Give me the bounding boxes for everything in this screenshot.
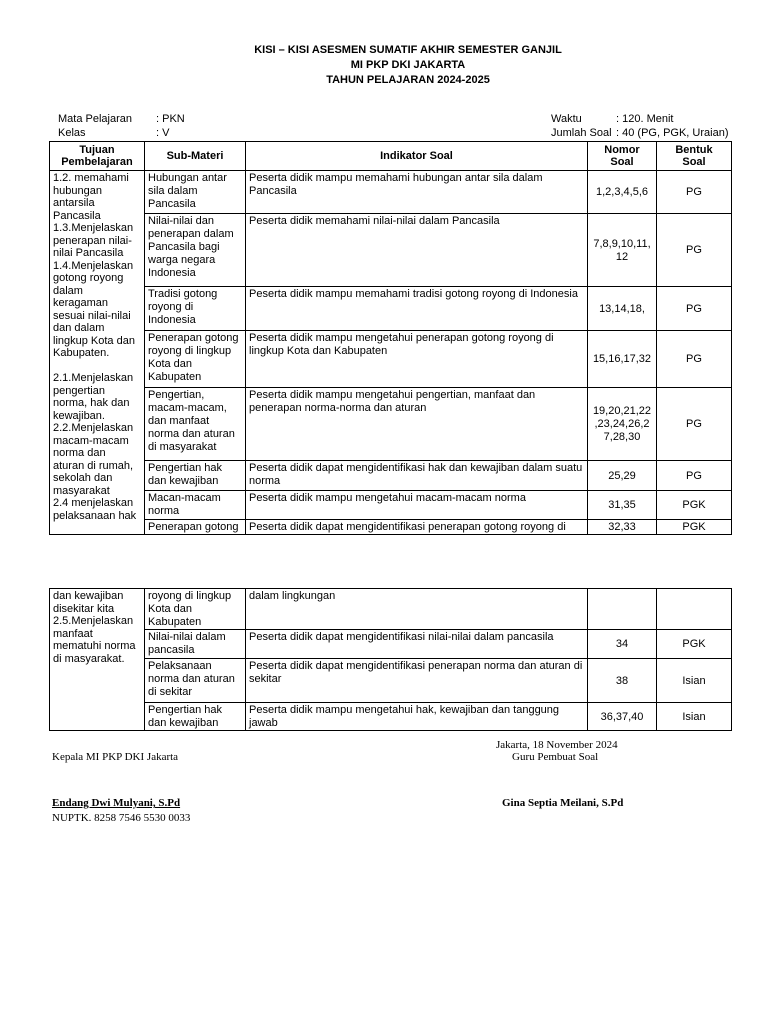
nomor-cell: 38	[588, 659, 657, 703]
bentuk-cell: PGK	[657, 520, 732, 535]
bentuk-cell	[657, 589, 732, 630]
header-indikator: Indikator Soal	[246, 142, 588, 171]
indikator-cell: Peserta didik mampu mengetahui macam-macam norma	[246, 491, 588, 520]
bentuk-cell: PG	[657, 171, 732, 214]
guru-title: Guru Pembuat Soal	[512, 751, 599, 763]
bentuk-cell: Isian	[657, 659, 732, 703]
nomor-cell: 34	[588, 630, 657, 659]
indikator-cell: Peserta didik dapat mengidentifikasi penerapan norma dan aturan di sekitar	[246, 659, 588, 703]
mapel-label: Mata Pelajaran	[58, 113, 132, 125]
nomor-cell: 7,8,9,10,11, 12	[588, 214, 657, 287]
sub-materi-cell: Penerapan gotong royong di lingkup Kota dan Kabupaten	[145, 331, 246, 388]
nomor-cell: 32,33	[588, 520, 657, 535]
indikator-cell: Peserta didik memahami nilai-nilai dalam Pancasila	[246, 214, 588, 287]
place-date: Jakarta, 18 November 2024	[496, 739, 618, 751]
sub-materi-cell: Hubungan antar sila dalam Pancasila	[145, 171, 246, 214]
indikator-cell: Peserta didik mampu memahami hubungan antar sila dalam Pancasila	[246, 171, 588, 214]
kisi-table-page1	[49, 141, 732, 535]
header-nomor: Nomor Soal	[588, 142, 657, 171]
header-bentuk: Bentuk Soal	[657, 142, 732, 171]
sub-materi-cell: Tradisi gotong royong di Indonesia	[145, 287, 246, 331]
sub-materi-cell: Nilai-nilai dalam pancasila	[145, 630, 246, 659]
guru-name: Gina Septia Meilani, S.Pd	[502, 797, 624, 809]
sub-materi-cell: Pengertian hak dan kewajiban	[145, 703, 246, 731]
bentuk-cell: Isian	[657, 703, 732, 731]
indikator-cell: Peserta didik mampu memahami tradisi gotong royong di Indonesia	[246, 287, 588, 331]
indikator-cell: Peserta didik dapat mengidentifikasi penerapan gotong royong di	[246, 520, 588, 535]
kepala-name: Endang Dwi Mulyani, S.Pd	[52, 797, 181, 809]
jumlah-label: Jumlah Soal	[551, 127, 612, 139]
indikator-cell: dalam lingkungan	[246, 589, 588, 630]
sub-materi-cell: Pengertian, macam-macam, dan manfaat norma dan aturan di masyarakat	[145, 388, 246, 461]
sub-materi-cell: Macan-macam norma	[145, 491, 246, 520]
bentuk-cell: PG	[657, 331, 732, 388]
academic-year: TAHUN PELAJARAN 2024-2025	[326, 74, 490, 86]
bentuk-cell: PG	[657, 214, 732, 287]
sub-materi-cell: Pengertian hak dan kewajiban	[145, 461, 246, 491]
header-sub-materi: Sub-Materi	[145, 142, 246, 171]
bentuk-cell: PG	[657, 388, 732, 461]
jumlah-value: : 40 (PG, PGK, Uraian)	[616, 127, 729, 139]
waktu-label: Waktu	[551, 113, 582, 125]
mapel-value: : PKN	[156, 113, 185, 125]
kisi-table-page2	[49, 588, 732, 731]
bentuk-cell: PGK	[657, 491, 732, 520]
nomor-cell: 1,2,3,4,5,6	[588, 171, 657, 214]
sub-materi-cell: Penerapan gotong	[145, 520, 246, 535]
indikator-cell: Peserta didik mampu mengetahui hak, kewajiban dan tanggung jawab	[246, 703, 588, 731]
tujuan-pembelajaran: 1.2. memahami hubungan antarsila Pancasila 1.3.Menjelaskan penerapan nilai- nilai Pancasila 1.4.Menjelaskan gotong royong dalam keragaman sesuai nilai-nilai dan dalam lingkup Kota dan Kabupaten. 2.1.Menjelaskan pengertian norma, hak dan kewajiban. 2.2.Menjelaskan macam-macam norma dan aturan di rumah, sekolah dan masyarakat 2.4 menjelaskan pelaksanaan hak	[50, 171, 145, 535]
kepala-nuptk: NUPTK. 8258 7546 5530 0033	[52, 812, 191, 824]
bentuk-cell: PG	[657, 461, 732, 491]
nomor-cell	[588, 589, 657, 630]
kelas-value: : V	[156, 127, 170, 139]
sub-materi-cell: Nilai-nilai dan penerapan dalam Pancasila bagi warga negara Indonesia	[145, 214, 246, 287]
indikator-cell: Peserta didik dapat mengidentifikasi nilai-nilai dalam pancasila	[246, 630, 588, 659]
nomor-cell: 31,35	[588, 491, 657, 520]
kelas-label: Kelas	[58, 127, 86, 139]
tujuan-pembelajaran-continued: dan kewajiban disekitar kita 2.5.Menjelaskan manfaat mematuhi norma di masyarakat.	[50, 589, 145, 731]
indikator-cell: Peserta didik mampu mengetahui pengertian, manfaat dan penerapan norma-norma dan aturan	[246, 388, 588, 461]
bentuk-cell: PG	[657, 287, 732, 331]
nomor-cell: 15,16,17,32	[588, 331, 657, 388]
header-tujuan: Tujuan Pembelajaran	[50, 142, 145, 171]
document-title: KISI – KISI ASESMEN SUMATIF AKHIR SEMESTER GANJIL	[254, 44, 562, 56]
indikator-cell: Peserta didik mampu mengetahui penerapan gotong royong di lingkup Kota dan Kabupaten	[246, 331, 588, 388]
nomor-cell: 13,14,18,	[588, 287, 657, 331]
indikator-cell: Peserta didik dapat mengidentifikasi hak dan kewajiban dalam suatu norma	[246, 461, 588, 491]
sub-materi-cell: royong di lingkup Kota dan Kabupaten	[145, 589, 246, 630]
bentuk-cell: PGK	[657, 630, 732, 659]
waktu-value: : 120. Menit	[616, 113, 674, 125]
sub-materi-cell: Pelaksanaan norma dan aturan di sekitar	[145, 659, 246, 703]
nomor-cell: 25,29	[588, 461, 657, 491]
kepala-title: Kepala MI PKP DKI Jakarta	[52, 751, 179, 763]
nomor-cell: 19,20,21,22 ,23,24,26,2 7,28,30	[588, 388, 657, 461]
nomor-cell: 36,37,40	[588, 703, 657, 731]
school-name: MI PKP DKI JAKARTA	[350, 59, 466, 71]
